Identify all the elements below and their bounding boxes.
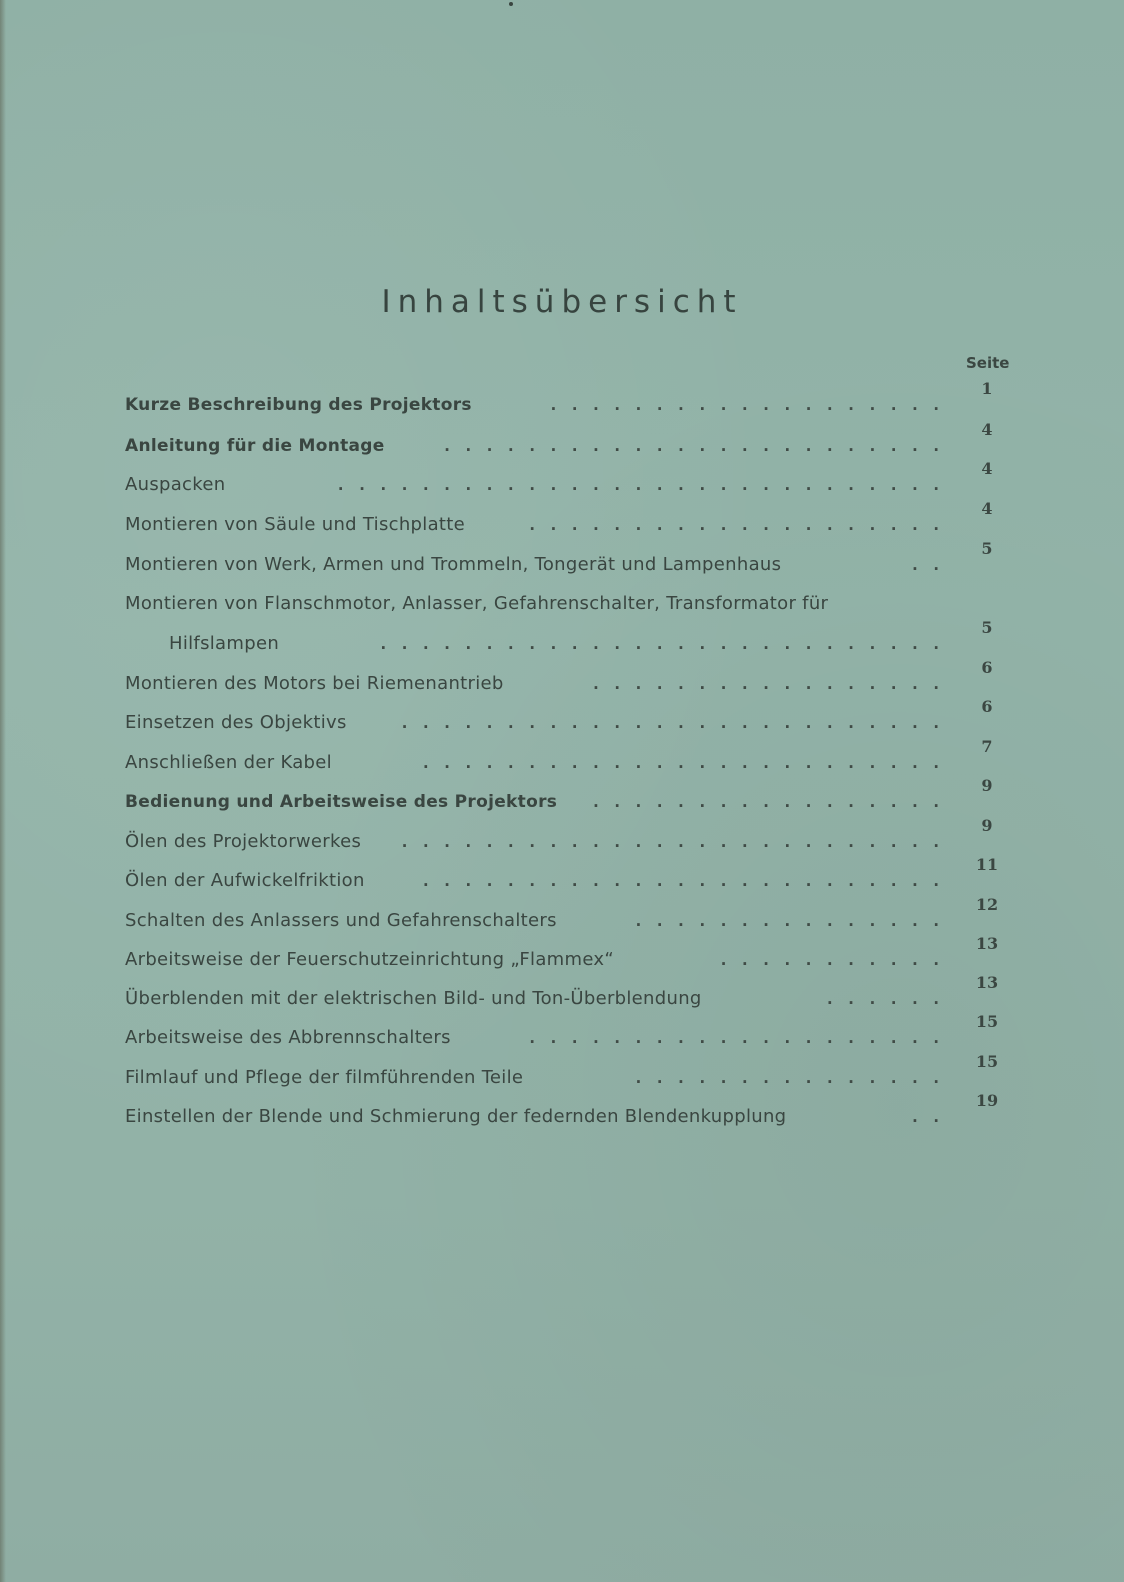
leader-dots: . . . . . . . . . . . . . . . . . . . . . . . . . . . . . bbox=[335, 475, 942, 494]
toc-entry-page: 4 bbox=[981, 459, 993, 478]
toc-entry-title: Anschließen der Kabel bbox=[125, 752, 332, 773]
leader-dots: . . . . . . . . . . . . . . . bbox=[633, 911, 942, 930]
toc-entry bbox=[125, 855, 1002, 893]
toc-entry-title: Montieren des Motors bei Riemenantrieb bbox=[125, 673, 504, 694]
toc-entry-page: 6 bbox=[981, 697, 993, 716]
leader-dots: . . . . . . . . . . . . . . . . . . . . bbox=[527, 515, 942, 534]
leader-dots: . . . . . . . . . . . . . . . . . . . . . . . . bbox=[442, 436, 942, 455]
toc-entry-page: 4 bbox=[981, 420, 993, 439]
leader-dots: . . . . . . . . . . . bbox=[718, 950, 942, 969]
leader-dots: . . . . . . . . . . . . . . . bbox=[633, 1068, 942, 1087]
toc-entry bbox=[125, 658, 1002, 696]
toc-entry-title: Schalten des Anlassers und Gefahrenschalters bbox=[125, 910, 557, 931]
toc-entry bbox=[125, 379, 1002, 417]
toc-entry-title: Filmlauf und Pflege der filmführenden Teile bbox=[125, 1067, 524, 1088]
toc-entry-title: Überblenden mit der elektrischen Bild- und Ton-Überblendung bbox=[125, 988, 702, 1009]
toc-entry-page: 12 bbox=[975, 895, 999, 914]
toc-entry-title: Arbeitsweise des Abbrennschalters bbox=[125, 1027, 451, 1048]
toc-entry-title: Anleitung für die Montage bbox=[125, 436, 385, 456]
toc-entry-title: Montieren von Säule und Tischplatte bbox=[125, 514, 465, 535]
toc-entry-title: Einsetzen des Objektivs bbox=[125, 712, 347, 733]
leader-dots: . . . . . . . . . . . . . . . . . . . . . . . . . . bbox=[399, 832, 942, 851]
toc-entry-title: Montieren von Werk, Armen und Trommeln, Tongerät und Lampenhaus bbox=[125, 554, 782, 575]
toc-entry-title: Einstellen der Blende und Schmierung der federnden Blendenkupplung bbox=[125, 1106, 787, 1127]
toc-entry-page: 19 bbox=[975, 1091, 999, 1110]
leader-dots: . . . . . . . . . . . . . . . . . . . . bbox=[527, 1028, 942, 1047]
toc-entry bbox=[125, 776, 1002, 814]
toc-entry-title: Auspacken bbox=[125, 474, 226, 495]
toc-entry-page: 1 bbox=[981, 379, 993, 398]
toc-entry-title: Montieren von Flanschmotor, Anlasser, Gefahrenschalter, Transformator für bbox=[125, 593, 829, 614]
leader-dots: . . . . . . . . . . . . . . . . . . . . . . . . . bbox=[420, 871, 942, 890]
toc-entry-page: 7 bbox=[981, 737, 993, 756]
toc-entry-page: 5 bbox=[981, 539, 993, 558]
toc-entry bbox=[125, 816, 1002, 854]
toc-entry bbox=[169, 618, 1002, 656]
toc-entry-title: Kurze Beschreibung des Projektors bbox=[125, 395, 472, 415]
leader-dots: . . . . . . bbox=[825, 989, 942, 1008]
leader-dots: . . . . . . . . . . . . . . . . . bbox=[591, 792, 942, 811]
leader-dots: . . bbox=[910, 555, 942, 574]
toc-entry bbox=[125, 420, 1002, 458]
toc-entry-page: 9 bbox=[981, 816, 993, 835]
toc-entry-title: Ölen des Projektorwerkes bbox=[125, 831, 362, 852]
toc-entry-page: 13 bbox=[975, 934, 999, 953]
page-column-label: Seite bbox=[966, 354, 1010, 372]
leader-dots: . . . . . . . . . . . . . . . . . . . . . . . . . . bbox=[399, 713, 942, 732]
toc-entry bbox=[125, 584, 1002, 616]
toc-entry bbox=[125, 697, 1002, 735]
toc-entry bbox=[125, 539, 1002, 577]
toc-entry bbox=[125, 459, 1002, 497]
leader-dots: . . . . . . . . . . . . . . . . . . . . . . . . . . . bbox=[378, 634, 942, 653]
page-title: Inhaltsübersicht bbox=[381, 284, 743, 320]
toc-entry-page: 9 bbox=[981, 776, 993, 795]
toc-entry-page: 15 bbox=[975, 1052, 999, 1071]
toc-entry bbox=[125, 1052, 1002, 1090]
toc-entry-page: 15 bbox=[975, 1012, 999, 1031]
toc-entry-page: 13 bbox=[975, 973, 999, 992]
toc-entry bbox=[125, 973, 1002, 1011]
toc-entry-page: 4 bbox=[981, 499, 993, 518]
toc-entry bbox=[125, 895, 1002, 933]
toc-entry-page: 5 bbox=[981, 618, 993, 637]
toc-entry-page: 6 bbox=[981, 658, 993, 677]
leader-dots: . . . . . . . . . . . . . . . . . . . . . . . . . bbox=[420, 753, 942, 772]
toc-entry bbox=[125, 737, 1002, 775]
toc-entry-title: Ölen der Aufwickelfriktion bbox=[125, 870, 365, 891]
leader-dots: . . . . . . . . . . . . . . . . . bbox=[591, 674, 942, 693]
toc-entry bbox=[125, 499, 1002, 537]
leader-dots: . . bbox=[910, 1107, 942, 1126]
toc-entry-title: Bedienung und Arbeitsweise des Projektors bbox=[125, 792, 558, 812]
leader-dots: . . . . . . . . . . . . . . . . . . . bbox=[548, 395, 942, 414]
toc-entry bbox=[125, 1091, 1002, 1129]
toc-entry bbox=[125, 1012, 1002, 1050]
toc-entry bbox=[125, 934, 1002, 972]
toc-entry-page: 11 bbox=[975, 855, 999, 874]
toc-entry-title: Hilfslampen bbox=[169, 633, 280, 654]
toc-entry-title: Arbeitsweise der Feuerschutzeinrichtung „Flammex“ bbox=[125, 949, 614, 970]
